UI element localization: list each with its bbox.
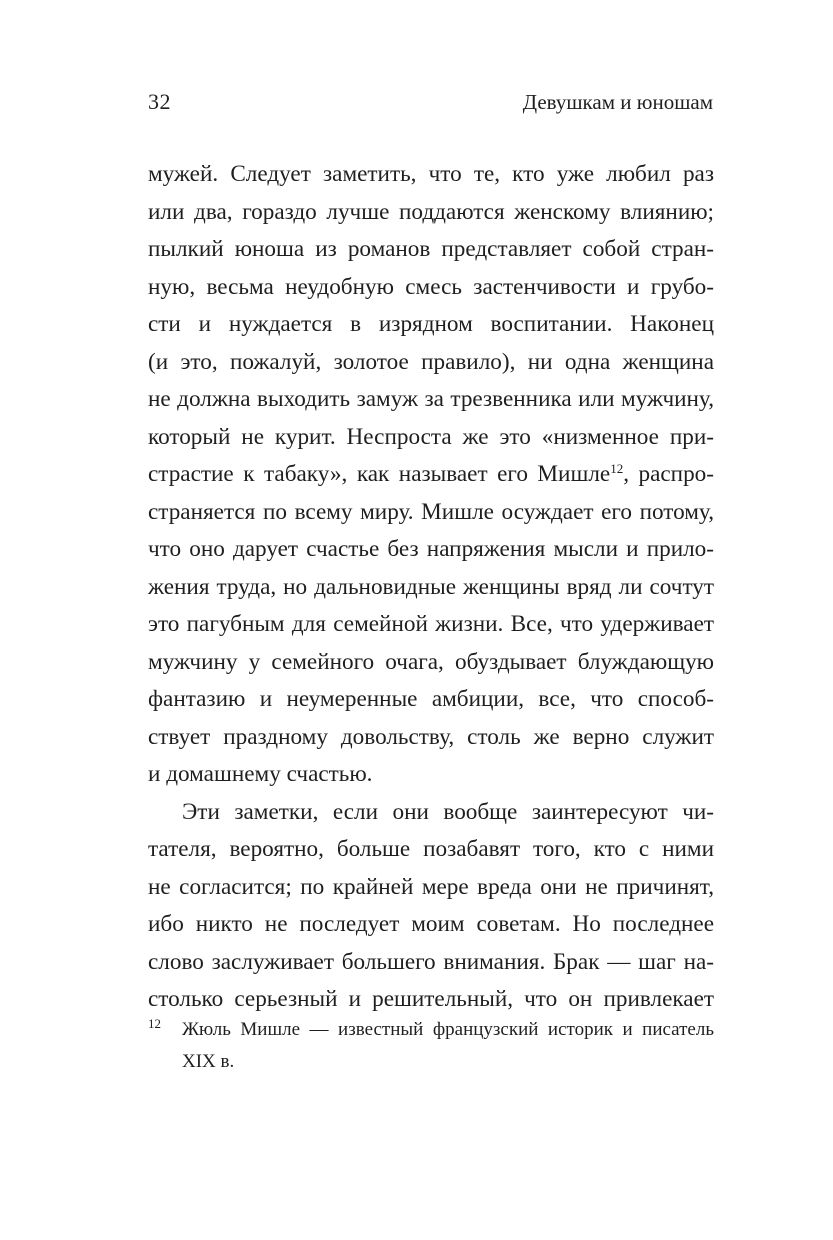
text-line: пылкий юноша из романов представляет собой стран- xyxy=(148,236,714,262)
text-line: жения труда, но дальновидные женщины вряд ли сочтут xyxy=(148,573,714,600)
text-line: сти и нуждается в изрядном воспитании. Наконец xyxy=(148,311,714,337)
text-line: или два, гораздо лучше поддаются женскому влиянию; xyxy=(148,198,714,225)
text-line: (и это, пожалуй, золотое правило), ни одна женщина xyxy=(148,348,714,375)
main-text xyxy=(148,156,714,1019)
text-line-paragraph-start: Эти заметки, если они вообще заинтересуют чи- xyxy=(182,798,714,825)
running-title: Девушкам и юношам xyxy=(522,90,713,114)
page-number: 32 xyxy=(148,89,171,114)
text-segment: страстие к табаку», как называет его Мишле xyxy=(148,461,611,487)
text-line: не согласится; по крайней мере вреда они не причинят, xyxy=(148,873,714,900)
text-line: ибо никто не последует моим советам. Но последнее xyxy=(148,911,714,937)
text-line: фантазию и неумеренные амбиции, все, что способ- xyxy=(148,686,714,712)
text-segment: , распро- xyxy=(623,461,714,487)
footnote-text: XIX в. xyxy=(182,1051,235,1072)
text-line: не должна выходить замуж за трезвенника или мужчину, xyxy=(148,386,714,412)
text-line: ствует праздному довольству, столь же верно служит xyxy=(148,723,714,750)
text-line: это пагубным для семейной жизни. Все, что удерживает xyxy=(148,611,714,637)
text-line: что оно дарует счастье без напряжения мысли и прило- xyxy=(148,536,714,562)
text-line: и домашнему счастью. xyxy=(148,761,373,787)
text-line: мужей. Следует заметить, что те, кто уже любил раз xyxy=(148,161,714,187)
footnote-reference[interactable]: 12 xyxy=(610,461,624,476)
text-line-with-footnote xyxy=(148,456,714,494)
text-line: страняется по всему миру. Мишле осуждает его потому, xyxy=(148,498,714,525)
text-line: ную, весьма неудобную смесь застенчивости и грубо- xyxy=(148,273,714,300)
footnote-text: Жюль Мишле — известный французский историк и писатель xyxy=(182,1019,714,1040)
text-line: столько серьезный и решительный, что он привлекает xyxy=(148,986,714,1012)
text-line: слово заслуживает большего внимания. Брак — шаг на- xyxy=(148,948,714,975)
footnote xyxy=(148,1014,714,1078)
footnote-number: 12 xyxy=(148,1016,161,1031)
text-line: который не курит. Неспроста же это «низменное при- xyxy=(148,423,714,450)
text-line: тателя, вероятно, больше позабавят того, кто с ними xyxy=(148,836,714,862)
text-line: мужчину у семейного очага, обуздывает блуждающую xyxy=(148,648,714,675)
